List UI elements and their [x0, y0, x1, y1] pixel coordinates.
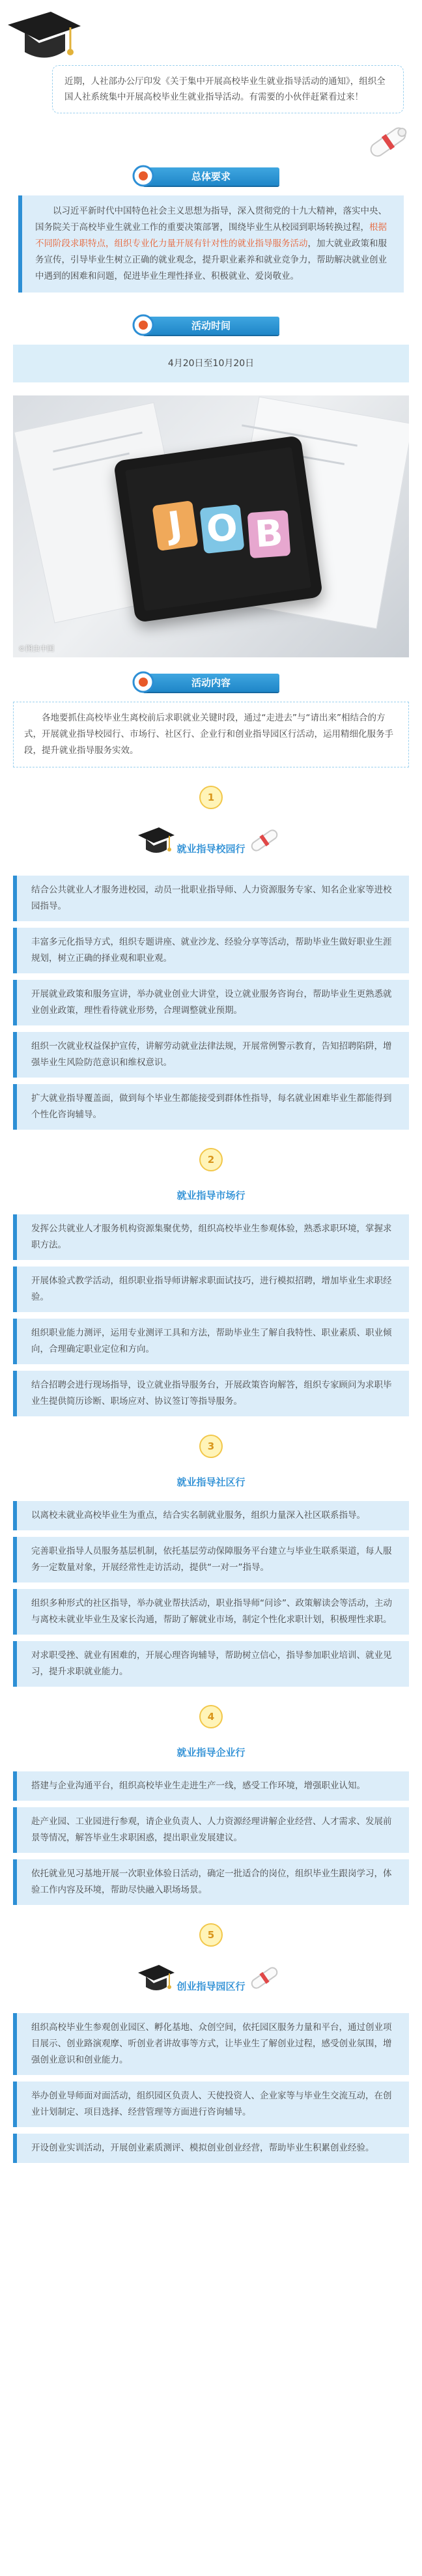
- section-title: 就业指导社区行: [176, 1476, 246, 1488]
- section-item: 对求职受挫、就业有困难的，开展心理咨询辅导，帮助树立信心，指导参加职业培训、就业见习，提升求职就业能力。: [13, 1641, 409, 1687]
- section-item: 开展体验式教学活动，组织职业指导师讲解求职面试技巧，进行模拟招聘，增加毕业生求职经验。: [13, 1267, 409, 1312]
- letter-block-o: O: [200, 504, 245, 554]
- activity-time-title: 活动时间: [191, 320, 231, 332]
- section-number: 3: [199, 1435, 223, 1458]
- section-number-marker: [191, 1697, 231, 1736]
- section-number: 4: [199, 1705, 223, 1728]
- section-item: 开展就业政策和服务宣讲，举办就业创业大讲堂，设立就业服务咨询台，帮助毕业生更熟悉就业创业政策，理性看待就业形势，合理调整就业预期。: [13, 980, 409, 1025]
- section-heading: [0, 1736, 422, 1765]
- section-title: 就业指导企业行: [176, 1747, 246, 1758]
- activity-time-heading: [130, 312, 292, 338]
- section-item: 组织一次就业权益保护宣传，讲解劳动就业法律法规，开展常例警示教育，告知招聘陷阱，增强毕业生风险防范意识和维权意识。: [13, 1032, 409, 1078]
- section-heading: [0, 817, 422, 869]
- photo-caption: ©图虫中国: [18, 644, 54, 653]
- section-item: 结合公共就业人才服务进校园，动员一批职业指导师、人力资源服务专家、知名企业家等进校园指导。: [13, 876, 409, 921]
- intro-text: 近期，人社部办公厅印发《关于集中开展高校毕业生就业指导活动的通知》，组织全国人社系统集中开展高校毕业生就业指导活动。有需要的小伙伴赶紧看过来！: [52, 65, 404, 113]
- activity-dates: 4月20日至10月20日: [13, 345, 409, 382]
- section-number-marker: [191, 1140, 231, 1179]
- section-title: 就业指导市场行: [176, 1190, 246, 1201]
- section-heading: [0, 1954, 422, 2007]
- section-number-marker: [191, 778, 231, 817]
- activity-sections: [0, 778, 422, 2163]
- section-item: 开设创业实训活动，开展创业素质测评、模拟创业创业经营，帮助毕业生积累创业经验。: [13, 2134, 409, 2163]
- job-photo: [13, 395, 409, 657]
- section-heading: [0, 1466, 422, 1495]
- section-item: 组织职业能力测评，运用专业测评工具和方法，帮助毕业生了解自我特性、职业素质、职业倾向，合理确定职业定位和方向。: [13, 1319, 409, 1364]
- intro-section: [0, 0, 422, 163]
- section-heading: [0, 1179, 422, 1208]
- section-number: 5: [199, 1923, 223, 1947]
- section-number: 1: [199, 786, 223, 809]
- requirement-title: 总体要求: [191, 171, 231, 182]
- section-item: 搭建与企业沟通平台，组织高校毕业生走进生产一线，感受工作环境，增强职业认知。: [13, 1771, 409, 1801]
- content-text: 各地要抓住高校毕业生离校前后求职就业关键时段，通过“走进去”与“请出来”相结合的方式，开展就业指导校园行、市场行、社区行、企业行和创业指导园区行活动，运用精细化服务手段，提升就业指导服务实效。: [13, 702, 409, 767]
- content-title: 活动内容: [191, 677, 231, 689]
- letter-block-j: J: [152, 500, 198, 551]
- section-item: 赴产业园、工业园进行参观，请企业负责人、人力资源经理讲解企业经营、人才需求、发展前景等情况，解答毕业生求职困惑，提出职业发展建议。: [13, 1807, 409, 1853]
- section-item: 结合招聘会进行现场指导，设立就业指导服务台，开展政策咨询解答，组织专家顾问为求职毕业生提供简历诊断、职场应对、协议签订等指导服务。: [13, 1371, 409, 1416]
- section-item: 依托就业见习基地开展一次职业体验日活动，确定一批适合的岗位，组织毕业生跟岗学习，体验工作内容及环境，帮助尽快融入职场场景。: [13, 1859, 409, 1905]
- section-title: 就业指导校园行: [176, 843, 246, 855]
- section-number-marker: [191, 1427, 231, 1466]
- requirement-heading: [130, 163, 292, 189]
- section-item: 以离校未就业高校毕业生为重点，结合实名制就业服务，组织力量深入社区联系指导。: [13, 1501, 409, 1530]
- section-title: 创业指导园区行: [176, 1981, 246, 1992]
- requirement-highlight: 根据不同阶段求职特点，组织专业化力量开展有针对性的就业指导服务活动: [35, 222, 387, 249]
- section-item: 扩大就业指导覆盖面，做到每个毕业生都能接受到群体性指导，每名就业困难毕业生都能得到个性化咨询辅导。: [13, 1084, 409, 1130]
- section-item: 完善职业指导人员服务基层机制，依托基层劳动保障服务平台建立与毕业生联系渠道，每人服务一定数量对象，开展经常性走访活动，提供“一对一”指导。: [13, 1537, 409, 1582]
- requirement-text: 以习近平新时代中国特色社会主义思想为指导，深入贯彻党的十九大精神，落实中央、国务院关于高校毕业生就业工作的重要决策部署，围绕毕业生从校园到职场转换过程，根据不同阶段求职特点，组织专业化力量开展有针对性的就业指导服务活动，加大就业政策和服务宣传，引导毕业生树立正确的就业观念，提升职业素养和就业竞争力，帮助解决就业创业中遇到的困难和问题，促进毕业生理性择业、积极就业、爱岗敬业。: [18, 195, 404, 293]
- section-item: 组织多种形式的社区指导，举办就业帮扶活动，职业指导师“问诊”、政策解读会等活动，主动与离校未就业毕业生及家长沟通，帮助了解就业市场，制定个性化求职计划，积极理性求职。: [13, 1589, 409, 1635]
- section-item: 发挥公共就业人才服务机构资源集聚优势，组织高校毕业生参观体验，熟悉求职环境，掌握求职方法。: [13, 1214, 409, 1260]
- section-item: 丰富多元化指导方式，组织专题讲座、就业沙龙、经验分享等活动，帮助毕业生做好职业生涯规划，树立正确的择业观和职业观。: [13, 928, 409, 973]
- letter-block-b: B: [247, 510, 291, 558]
- section-number-marker: [191, 1915, 231, 1954]
- section-item: 组织高校毕业生参观创业园区、孵化基地、众创空间，依托园区服务力量和平台，通过创业项目展示、创业路演观摩、听创业者讲故事等方式，让毕业生了解创业过程，感受创业氛围，增强创业意识和创业能力。: [13, 2013, 409, 2075]
- diploma-scroll-icon: [362, 116, 414, 168]
- content-heading: [130, 669, 292, 695]
- section-number: 2: [199, 1148, 223, 1171]
- section-item: 举办创业导师面对面活动，组织园区负责人、天使投资人、企业家等与毕业生交流互动，在创业计划制定、项目选择、经营管理等方面进行咨询辅导。: [13, 2082, 409, 2127]
